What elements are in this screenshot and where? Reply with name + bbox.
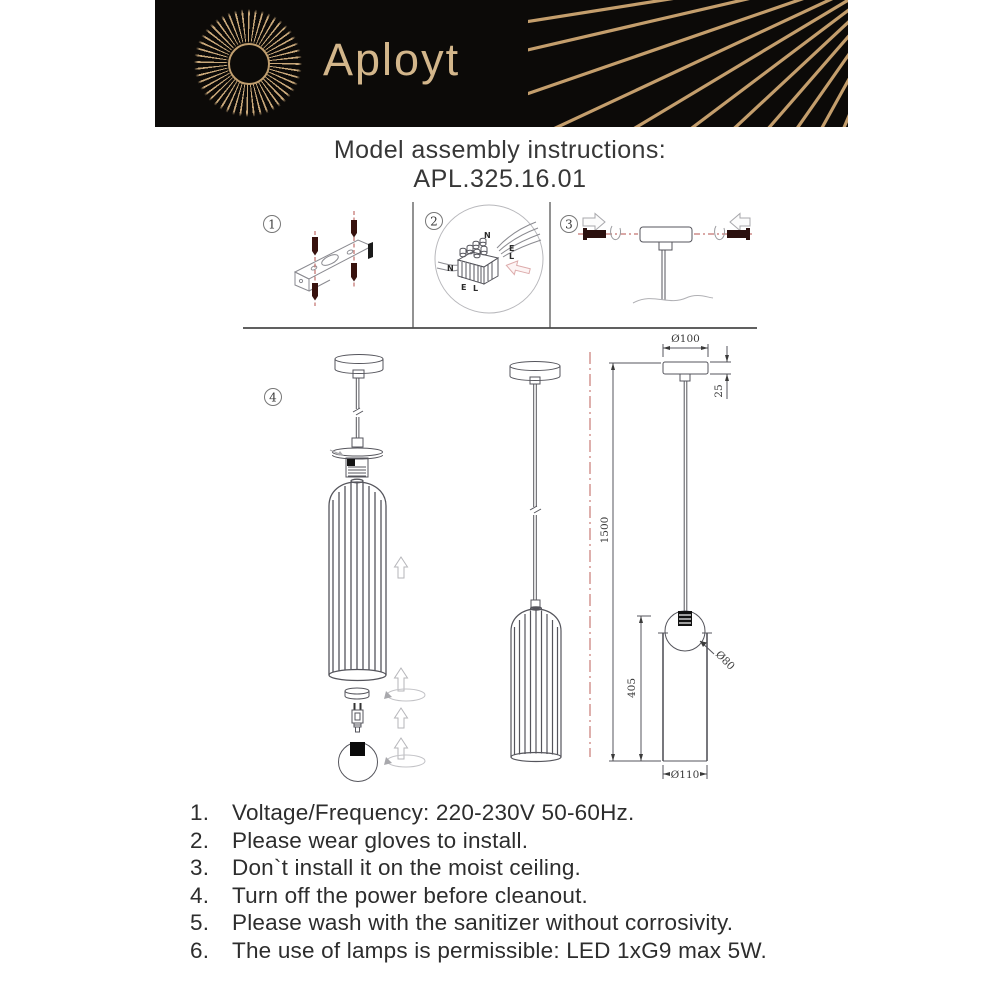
item-text: The use of lamps is permissible: LED 1xG9 max 5W. xyxy=(232,937,767,963)
step3-number: 3 xyxy=(565,217,573,232)
dimension-drawing xyxy=(599,333,737,781)
step1-number: 1 xyxy=(268,217,276,232)
list-item xyxy=(190,937,830,965)
retaining-ring xyxy=(345,688,369,699)
step1-diagram xyxy=(264,211,374,306)
svg-text:25: 25 xyxy=(713,384,725,398)
dim-shade-diameter xyxy=(663,765,707,781)
list-item xyxy=(190,799,830,827)
item-text: Please wear gloves to install. xyxy=(232,827,529,853)
list-item xyxy=(190,827,830,855)
assembly-arrows xyxy=(384,557,425,767)
dim-ball-diameter xyxy=(700,641,737,673)
step2-number: 2 xyxy=(430,214,438,229)
sunburst-ring-icon xyxy=(228,43,270,85)
step4-diagram xyxy=(265,355,426,782)
wire-label-n-left: N xyxy=(447,264,454,273)
svg-text:Ø100: Ø100 xyxy=(671,333,700,345)
dim-overall-length xyxy=(599,363,661,761)
wire-label-l-right: L xyxy=(509,252,515,261)
brand-banner xyxy=(155,0,848,127)
item-text: Voltage/Frequency: 220-230V 50-60Hz. xyxy=(232,800,635,825)
list-item xyxy=(190,854,830,882)
item-number: 2. xyxy=(190,827,210,853)
item-number: 3. xyxy=(190,855,210,881)
list-item xyxy=(190,909,830,937)
dim-canopy-diameter xyxy=(663,333,708,357)
step2-diagram xyxy=(426,205,544,313)
svg-text:405: 405 xyxy=(626,677,638,699)
insert-arrow-icon xyxy=(505,259,532,278)
fluted-shade-exploded xyxy=(329,479,386,680)
push-arrow-right-icon xyxy=(730,214,750,231)
wire-label-e-right: E xyxy=(509,244,515,253)
wire-label-n-right: N xyxy=(484,231,491,240)
item-number: 4. xyxy=(190,882,210,908)
item-number: 5. xyxy=(190,910,210,936)
svg-text:1500: 1500 xyxy=(599,516,611,544)
panel-dividers xyxy=(243,202,757,328)
title-block xyxy=(0,135,1000,193)
step4-number: 4 xyxy=(269,390,277,405)
wire-label-e-left: E xyxy=(461,283,467,292)
model-code: APL.325.16.01 xyxy=(413,165,587,193)
item-number: 1. xyxy=(190,800,210,825)
glass-ball xyxy=(339,742,378,782)
item-text: Don`t install it on the moist ceiling. xyxy=(232,855,582,881)
item-text: Turn off the power before cleanout. xyxy=(232,882,588,908)
step3-diagram xyxy=(561,214,753,304)
assembled-pendant-view xyxy=(510,362,561,762)
page-title: Model assembly instructions: xyxy=(333,136,667,164)
push-arrow-left-icon xyxy=(583,214,605,231)
svg-text:Ø80: Ø80 xyxy=(712,648,737,673)
list-item xyxy=(190,882,830,910)
g9-bulb xyxy=(352,703,363,732)
dim-canopy-height xyxy=(710,346,731,399)
socket-assembly xyxy=(330,438,383,477)
assembly-diagrams xyxy=(150,195,850,795)
wire-label-l-left: L xyxy=(473,284,479,293)
instruction-list xyxy=(190,799,830,965)
cord-exploded xyxy=(353,378,363,438)
canopy-exploded xyxy=(335,355,383,379)
svg-text:Ø110: Ø110 xyxy=(670,769,700,781)
rays-icon xyxy=(528,0,848,127)
item-text: Please wash with the sanitizer without corrosivity. xyxy=(232,910,734,936)
brand-logo: Aployt xyxy=(323,34,461,85)
item-number: 6. xyxy=(190,937,210,963)
dim-shade-height xyxy=(626,616,651,761)
